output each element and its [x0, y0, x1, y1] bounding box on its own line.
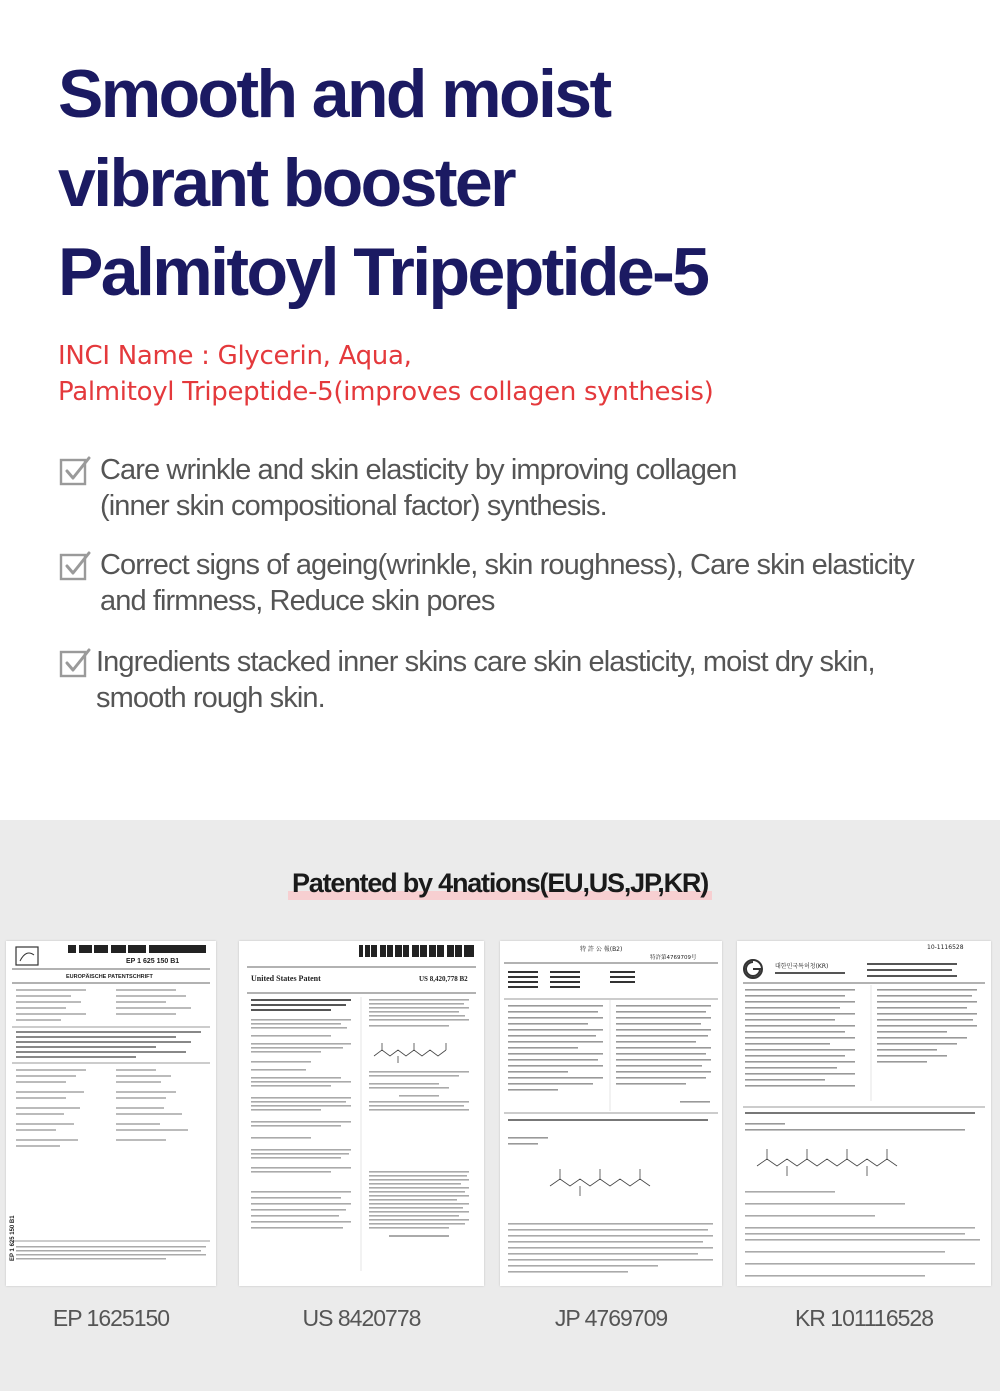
patent-label-us: US 8420778	[302, 1305, 421, 1331]
doc-number: 特許第4769709号	[650, 955, 697, 961]
feature-line: Care wrinkle and skin elasticity by improving collagen	[100, 454, 737, 486]
patent-section	[0, 820, 1000, 1391]
feature-line: Correct signs of ageing(wrinkle, skin roughness), Care skin elasticity	[100, 549, 914, 581]
doc-heading: EUROPÄISCHE PATENTSCHRIFT	[66, 974, 153, 980]
inci-line: Palmitoyl Tripeptide-5(improves collagen synthesis)	[58, 377, 714, 407]
doc-heading: United States Patent	[251, 974, 321, 983]
doc-heading: 特 許 公 報(B2)	[580, 946, 623, 953]
patent-document-us-image	[239, 941, 484, 1286]
checkbox-icon	[58, 646, 92, 680]
patent-document-kr	[737, 941, 991, 1286]
feature-line: smooth rough skin.	[96, 682, 325, 714]
patent-label-jp: JP 4769709	[554, 1305, 668, 1331]
inci-name	[58, 338, 958, 410]
svg-text:EP 1 625 150 B1: EP 1 625 150 B1	[10, 1215, 16, 1261]
headline	[58, 50, 958, 317]
patent-label-ep: EP 1625150	[52, 1305, 170, 1331]
patent-document-jp-image	[500, 941, 722, 1286]
doc-number: EP 1 625 150 B1	[126, 958, 180, 965]
headline-line: Smooth and moist	[58, 56, 610, 132]
patent-title	[0, 866, 1000, 900]
doc-number: 10-1116528	[927, 944, 964, 951]
doc-heading: 대한민국특허청(KR)	[775, 963, 829, 970]
feature-line: (inner skin compositional factor) synthesis.	[100, 490, 607, 522]
patent-document-ep	[6, 941, 216, 1286]
inci-line: INCI Name : Glycerin, Aqua,	[58, 341, 412, 371]
checkbox-icon	[58, 454, 92, 488]
patent-document-jp	[500, 941, 722, 1286]
patent-document-us	[239, 941, 484, 1286]
feature-line: Ingredients stacked inner skins care skin elasticity, moist dry skin,	[96, 646, 875, 678]
headline-line: vibrant booster	[58, 145, 514, 221]
patent-document-ep-image	[6, 941, 216, 1286]
headline-line: Palmitoyl Tripeptide-5	[58, 234, 708, 310]
checkbox-icon	[58, 549, 92, 583]
feature-line: and firmness, Reduce skin pores	[100, 585, 495, 617]
patent-document-kr-image	[737, 941, 991, 1286]
patent-label-kr: KR 101116528	[794, 1305, 934, 1331]
doc-number: US 8,420,778 B2	[419, 975, 468, 983]
patent-title-text: Patented by 4nations(EU,US,JP,KR)	[292, 868, 708, 898]
